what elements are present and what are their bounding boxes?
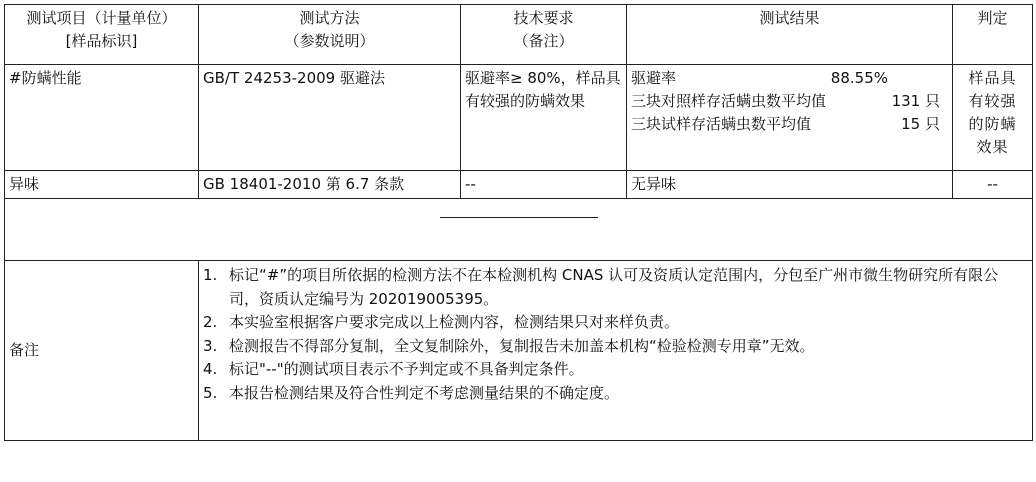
result-sample-avg-label: 三块试样存活螨虫数平均值 <box>631 115 812 133</box>
note-text: 检测报告不得部分复制，全文复制除外，复制报告未加盖本机构“检验检测专用章”无效。 <box>229 336 815 355</box>
header-verdict-label: 判定 <box>977 9 1008 27</box>
result-sample-avg <box>631 113 948 136</box>
note-item <box>203 311 1028 335</box>
header-requirement-line-1: 技术要求 <box>513 9 574 27</box>
note-number: 3. <box>203 336 218 355</box>
result-sample-avg-value: 15 只 <box>901 115 940 133</box>
header-requirement-line-2: （备注） <box>513 32 574 50</box>
header-row <box>5 5 1033 65</box>
notes-list <box>203 264 1028 405</box>
table-row-mite <box>5 65 1033 171</box>
notes-content <box>199 261 1033 441</box>
header-verdict <box>953 5 1033 65</box>
header-item-line-1: 测试项目（计量单位） <box>26 9 177 27</box>
header-item <box>5 5 199 65</box>
mite-verdict-line-2: 有较强 <box>968 92 1017 110</box>
end-of-results-divider <box>440 217 598 218</box>
mite-verdict-line-4: 效果 <box>976 138 1009 156</box>
note-number: 5. <box>203 383 218 402</box>
note-item <box>203 382 1028 406</box>
note-number: 1. <box>203 266 218 284</box>
result-repellency <box>631 67 948 90</box>
odor-verdict: -- <box>953 171 1033 199</box>
note-text: 本实验室根据客户要求完成以上检测内容，检测结果只对来样负责。 <box>229 313 680 331</box>
separator-cell <box>5 199 1033 261</box>
result-repellency-label: 驱避率 <box>631 69 677 87</box>
notes-row <box>5 261 1033 441</box>
header-method <box>199 5 461 65</box>
header-item-line-2: [样品标识] <box>65 32 138 50</box>
mite-verdict <box>953 65 1033 171</box>
note-text: 标记“#”的项目所依据的检测方法不在本检测机构 CNAS 认可及资质认定范围内，分包至广州市微生物研究所有限公司，资质认定编号为 202019005395。 <box>229 266 999 308</box>
result-repellency-value: 88.55% <box>830 69 888 87</box>
mite-method: GB/T 24253-2009 驱避法 <box>199 65 461 171</box>
separator-row <box>5 199 1033 261</box>
header-requirement <box>461 5 627 65</box>
header-result <box>627 5 953 65</box>
result-control-avg <box>631 90 948 113</box>
note-number: 2. <box>203 313 218 331</box>
odor-method: GB 18401-2010 第 6.7 条款 <box>199 171 461 199</box>
header-method-line-2: （参数说明） <box>284 32 375 50</box>
table-row-odor <box>5 171 1033 199</box>
result-control-avg-value: 131 只 <box>891 92 940 110</box>
mite-item: #防螨性能 <box>5 65 199 171</box>
header-result-label: 测试结果 <box>759 9 820 27</box>
mite-results <box>627 65 953 171</box>
note-item <box>203 264 1028 311</box>
mite-verdict-line-1: 样品具 <box>968 69 1017 87</box>
note-text: 本报告检测结果及符合性判定不考虑测量结果的不确定度。 <box>229 383 620 402</box>
test-report-table <box>4 4 1033 441</box>
odor-requirement: -- <box>461 171 627 199</box>
note-number: 4. <box>203 360 218 378</box>
notes-label: 备注 <box>5 261 199 441</box>
mite-verdict-line-3: 的防螨 <box>968 115 1017 133</box>
odor-result: 无异味 <box>627 171 953 199</box>
odor-item: 异味 <box>5 171 199 199</box>
note-item <box>203 358 1028 382</box>
mite-requirement: 驱避率≥ 80%，样品具有较强的防螨效果 <box>461 65 627 171</box>
note-text: 标记"--"的测试项目表示不予判定或不具备判定条件。 <box>229 360 584 378</box>
note-item <box>203 335 1028 359</box>
header-method-line-1: 测试方法 <box>299 9 360 27</box>
result-control-avg-label: 三块对照样存活螨虫数平均值 <box>631 92 827 110</box>
